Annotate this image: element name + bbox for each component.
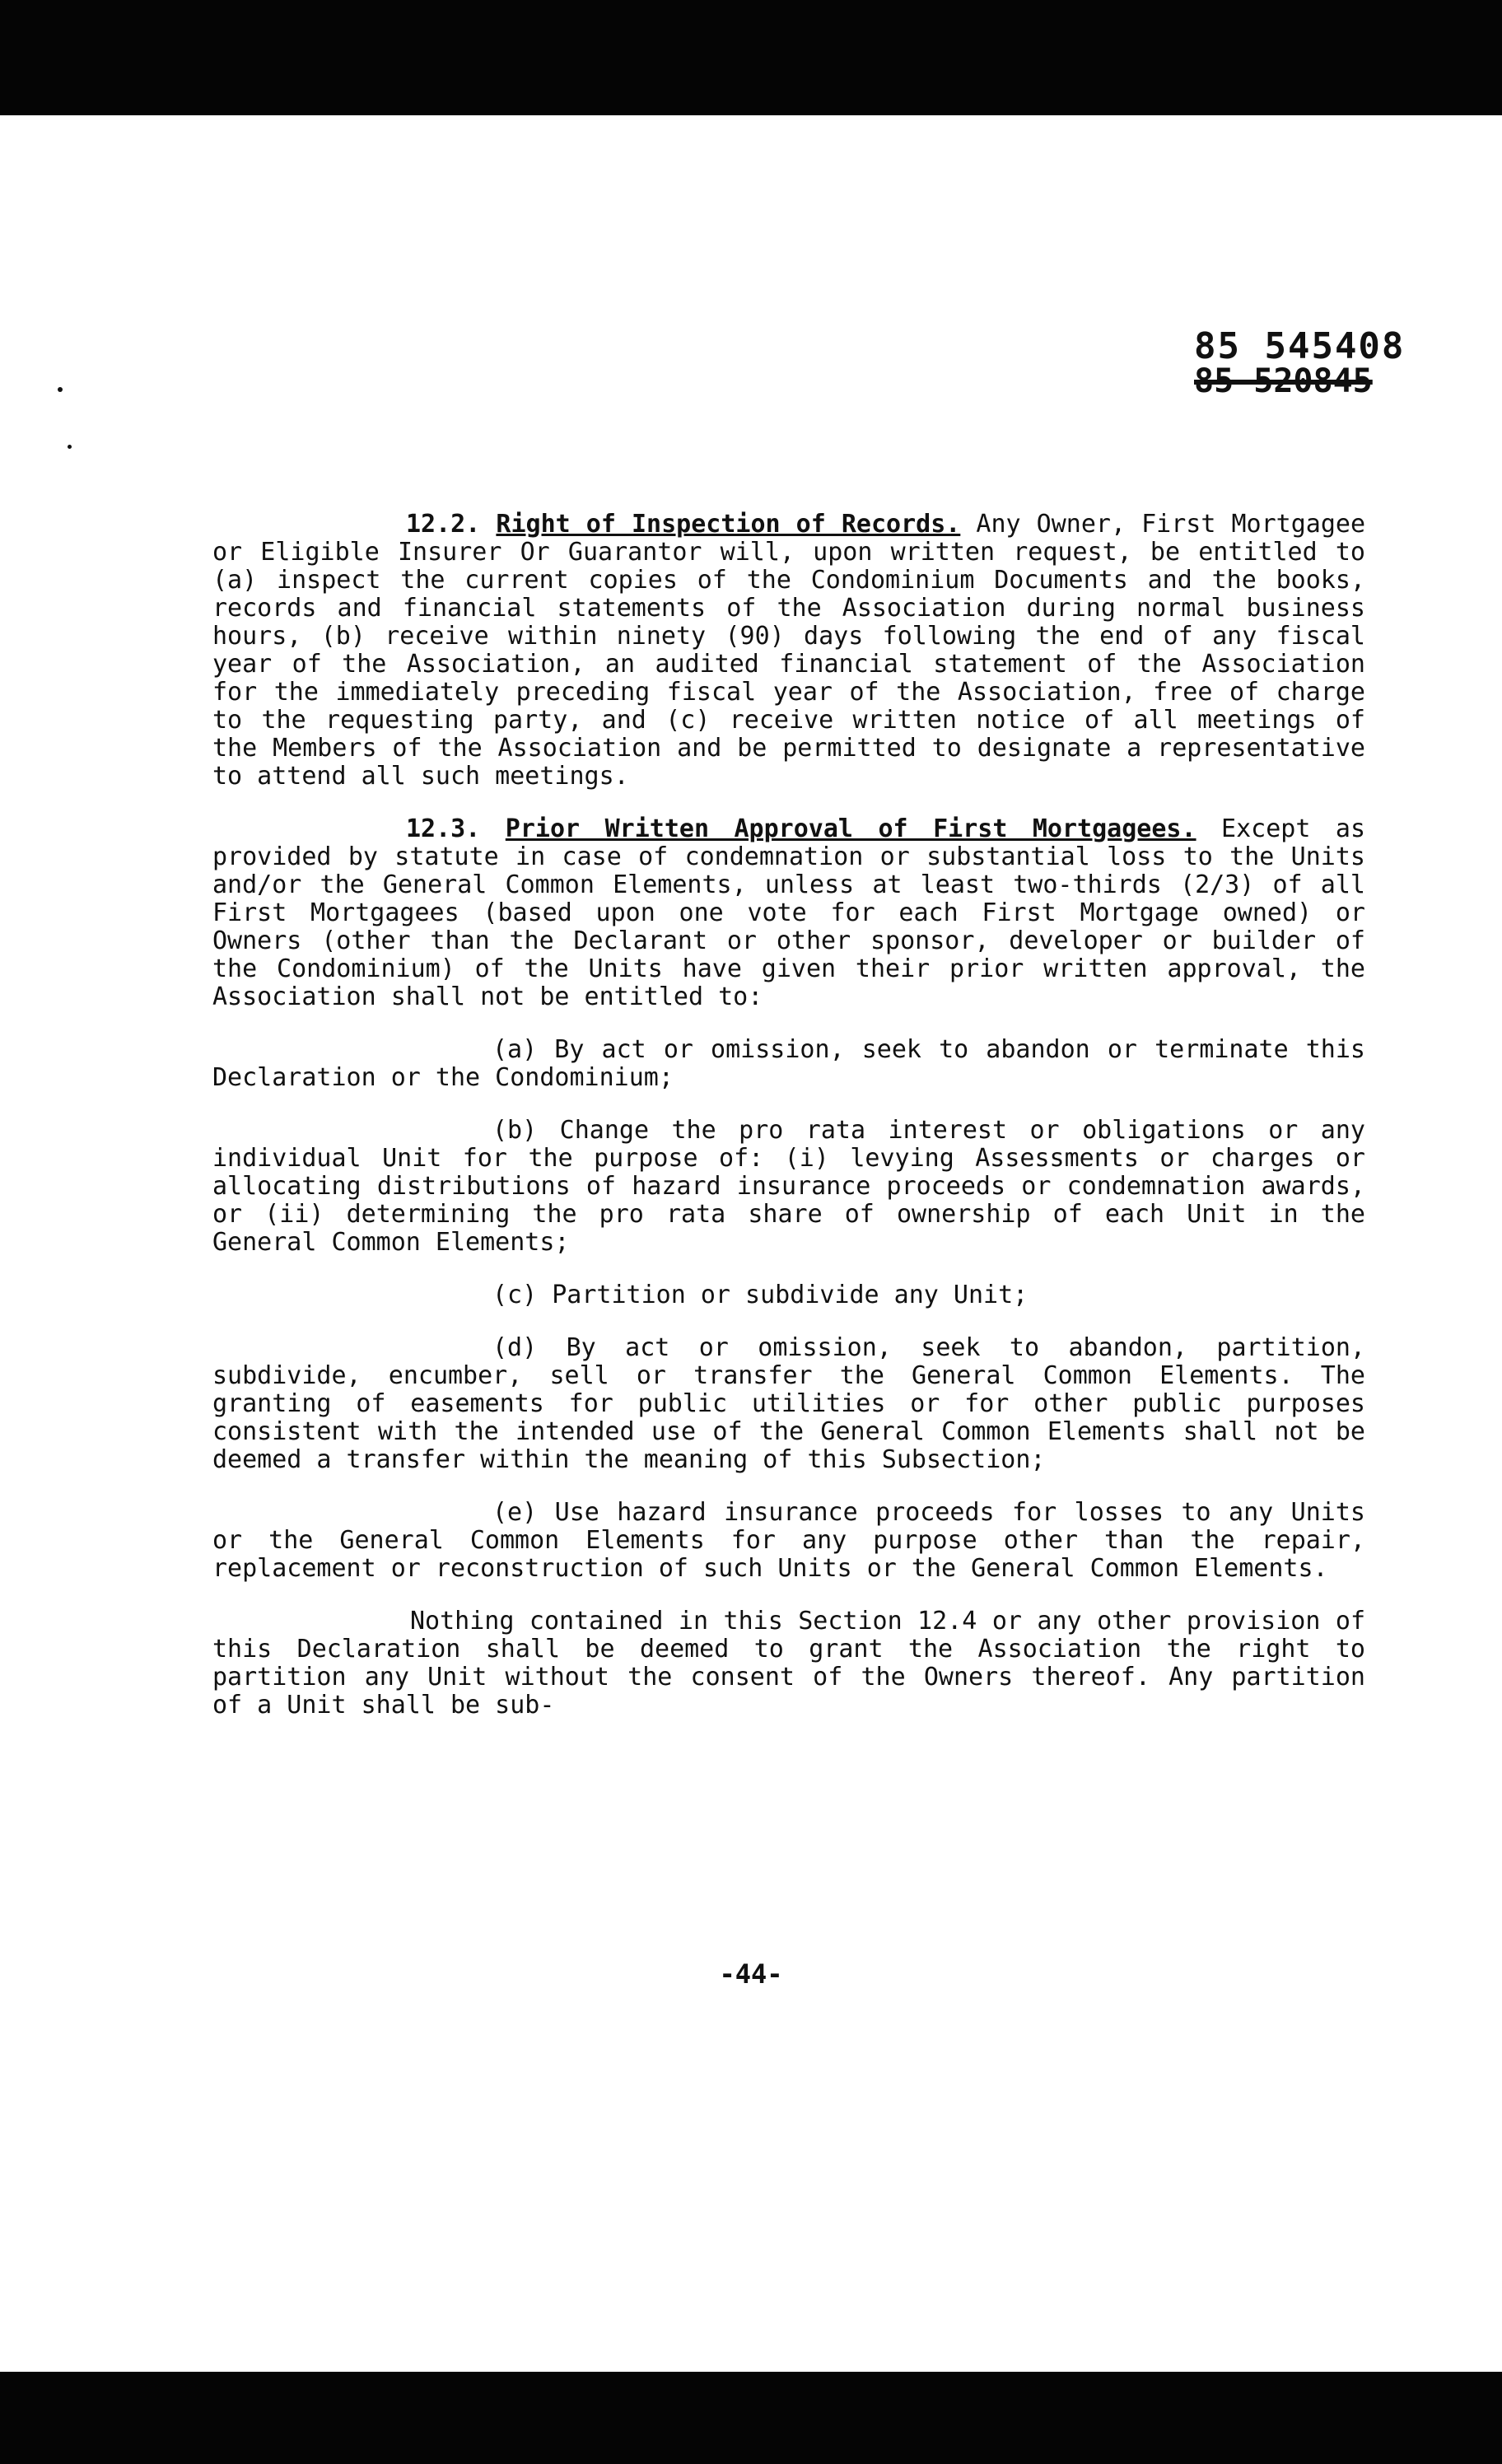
list-item-d: (d) By act or omission, seek to abandon, partition, subdivide, encumber, sell or transfer the General Common Elements. The granting of easements for public utilities or for other public purposes consistent with the intended use of the General Common Elements shall not be deemed a transfer within the meaning of this Subsection; (212, 1333, 1365, 1474)
section-number: 12.2. (406, 510, 481, 539)
section-body: Except as provided by statute in case of condemnation or substantial loss to the Units and/or the General Common Elements, unless at least two-thirds (2/3) of all First Mortgagees (based upon one vote for each First Mortgage owned) or Owners (other than the Declarant or other sponsor, developer or builder of the Condominium) of the Units have given their prior written approval, the Association shall not be entitled to: (212, 814, 1366, 1011)
scan-border-bottom (0, 2372, 1502, 2464)
document-number-stamp (1194, 325, 1441, 400)
list-item-e: (e) Use hazard insurance proceeds for losses to any Units or the General Common Elements for any purpose other than the repair, replacement or reconstruction of such Units or the General Common Elements. (212, 1498, 1365, 1583)
scan-border-top (0, 0, 1502, 115)
section-number: 12.3. (406, 814, 481, 843)
document-body (212, 511, 1365, 1744)
page-number: -44- (719, 1958, 783, 1990)
scan-speck (58, 387, 63, 392)
section-12-2 (212, 511, 1365, 791)
section-12-3 (212, 815, 1365, 1011)
list-item-a: (a) By act or omission, seek to abandon or terminate this Declaration or the Condominium; (212, 1035, 1365, 1092)
section-body: Any Owner, First Mortgagee or Eligible Insurer Or Guarantor will, upon written request, be entitled to (a) inspect the current copies of the Condominium Documents and the books, records and financial statements of the Association during normal business hours, (b) receive within ninety (90) days following the end of any fiscal year of the Association, an audited financial statement of the Association for the immediately preceding fiscal year of the Association, free of charge to the requesting party, and (c) receive written notice of all meetings of the Members of the Association and be permitted to designate a representative to attend all such meetings. (212, 510, 1366, 791)
document-number: 85 545408 (1194, 325, 1406, 367)
section-title: Right of Inspection of Records. (496, 510, 961, 539)
struck-document-number: 85 520845 (1194, 362, 1373, 400)
scan-speck (68, 445, 72, 449)
section-title: Prior Written Approval of First Mortgagees. (505, 814, 1196, 843)
closing-paragraph: Nothing contained in this Section 12.4 or any other provision of this Declaration shall be deemed to grant the Association the right to partition any Unit without the consent of the Owners thereof. Any partition of a Unit shall be sub- (212, 1607, 1365, 1720)
list-item-b: (b) Change the pro rata interest or obligations or any individual Unit for the purpose of: (i) levying Assessments or charges or allocating distributions of hazard insurance proceeds or condemnation awards, or (ii) determining the pro rata share of ownership of each Unit in the General Common Elements; (212, 1116, 1365, 1257)
list-item-c: (c) Partition or subdivide any Unit; (492, 1281, 1029, 1309)
